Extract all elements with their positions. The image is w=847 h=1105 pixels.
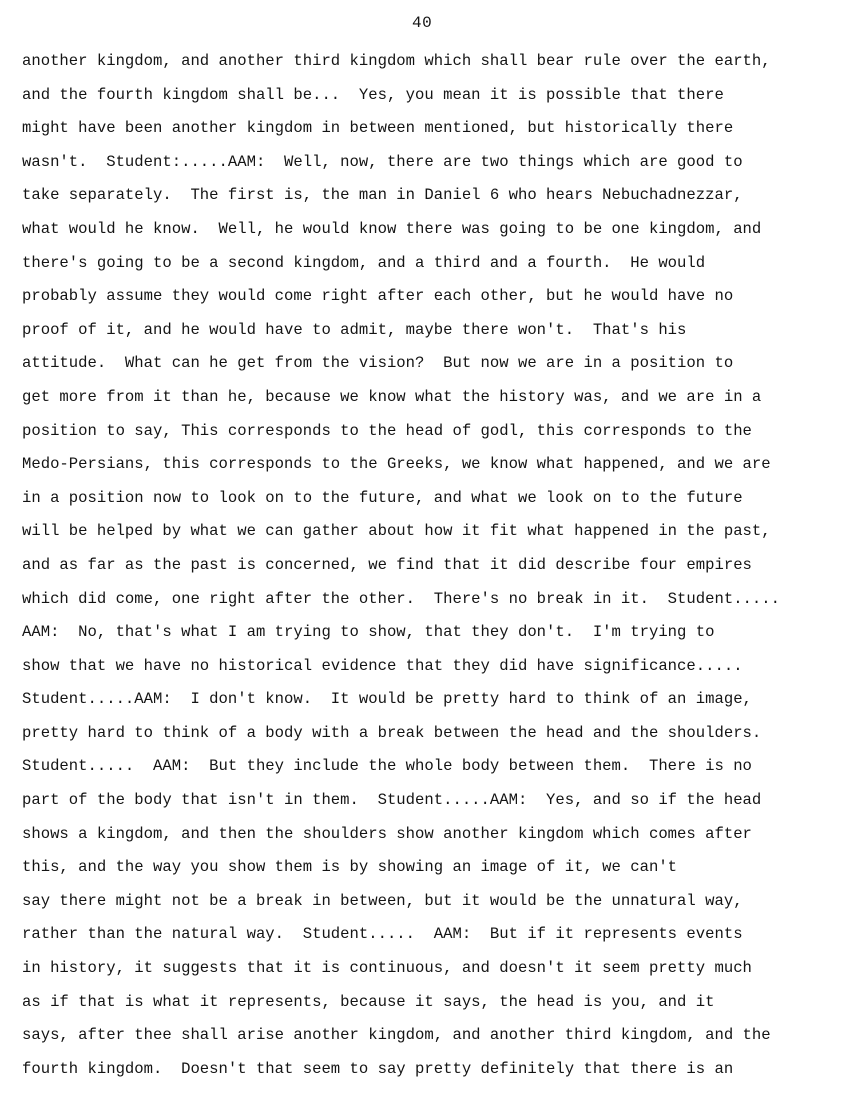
text-line: and as far as the past is concerned, we find that it did describe four empires xyxy=(22,555,752,574)
text-line: take separately. The first is, the man in Daniel 6 who hears Nebuchadnezzar, xyxy=(22,186,743,205)
text-line: which did come, one right after the other. There's no break in it. Student..... xyxy=(22,589,780,608)
text-line: says, after thee shall arise another kingdom, and another third kingdom, and the xyxy=(22,1026,771,1045)
text-line: this, and the way you show them is by showing an image of it, we can't xyxy=(22,858,678,877)
text-line: get more from it than he, because we know what the history was, and we are in a xyxy=(22,387,762,406)
text-line: Medo-Persians, this corresponds to the Greeks, we know what happened, and we are xyxy=(22,455,771,474)
text-line: there's going to be a second kingdom, and a third and a fourth. He would xyxy=(22,253,706,272)
text-line: shows a kingdom, and then the shoulders show another kingdom which comes after xyxy=(22,824,752,843)
text-line: Student..... AAM: But they include the whole body between them. There is no xyxy=(22,757,752,776)
text-line: another kingdom, and another third kingdom which shall bear rule over the earth, xyxy=(22,52,771,70)
text-line: Student.....AAM: I don't know. It would be pretty hard to think of an image, xyxy=(22,690,752,709)
text-line: attitude. What can he get from the vision? But now we are in a position to xyxy=(22,354,734,373)
text-line: fourth kingdom. Doesn't that seem to say pretty definitely that there is an xyxy=(22,1059,734,1078)
text-line: what would he know. Well, he would know there was going to be one kingdom, and xyxy=(22,219,762,238)
text-line: wasn't. Student:.....AAM: Well, now, there are two things which are good to xyxy=(22,152,743,171)
text-line: proof of it, and he would have to admit, maybe there won't. That's his xyxy=(22,320,687,339)
text-line: position to say, This corresponds to the head of godl, this corresponds to the xyxy=(22,421,752,440)
transcript-body xyxy=(22,50,837,1091)
text-line: rather than the natural way. Student..... AAM: But if it represents events xyxy=(22,925,743,944)
text-line: say there might not be a break in between, but it would be the unnatural way, xyxy=(22,891,743,910)
text-line: AAM: No, that's what I am trying to show, that they don't. I'm trying to xyxy=(22,623,715,642)
text-line: as if that is what it represents, because it says, the head is you, and it xyxy=(22,992,715,1011)
page-number: 40 xyxy=(412,14,433,32)
text-line: pretty hard to think of a body with a break between the head and the shoulders. xyxy=(22,723,762,742)
text-line: will be helped by what we can gather about how it fit what happened in the past, xyxy=(22,522,771,541)
text-line: probably assume they would come right after each other, but he would have no xyxy=(22,287,734,306)
text-line: show that we have no historical evidence that they did have significance..... xyxy=(22,656,743,675)
text-line: might have been another kingdom in between mentioned, but historically there xyxy=(22,119,734,138)
text-line: in a position now to look on to the future, and what we look on to the future xyxy=(22,488,743,507)
text-line: and the fourth kingdom shall be... Yes, you mean it is possible that there xyxy=(22,85,724,104)
text-line: part of the body that isn't in them. Student.....AAM: Yes, and so if the head xyxy=(22,791,762,810)
text-line: in history, it suggests that it is continuous, and doesn't it seem pretty much xyxy=(22,959,752,978)
